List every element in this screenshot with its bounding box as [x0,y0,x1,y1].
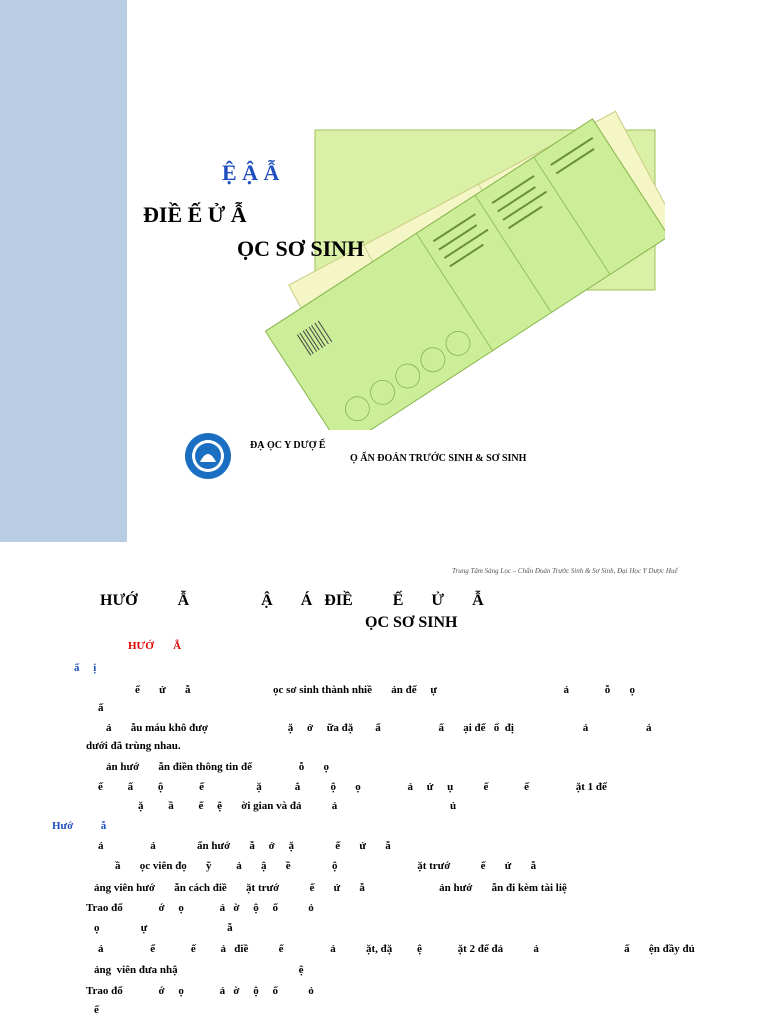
doc-heading-line2: ỌC SƠ SINH [365,614,458,631]
body-line: ảng viên đưa nhậ ệ [94,964,304,976]
body-line: ế ử ẫ ọc sơ sinh thành nhiề ản để ự ả ỗ ọ [135,684,635,696]
org-line2: Ọ ẨN ĐOÁN TRƯỚC SINH & SƠ SINH [350,453,527,464]
cover-title-line3: ỌC SƠ SINH [237,236,365,261]
org-line1: ĐẠ ỌC Y DƯỢ Ế [250,440,326,451]
section-label-2: Hướ ẫ [52,820,107,832]
body-line: dưới đã trùng nhau. [86,740,181,752]
body-line: Trao đổ ớ ọ ả ờ ộ ố ỏ [86,985,314,997]
red-section-label: HƯỚ Ẫ [128,640,182,652]
page-header-note: Trung Tâm Sàng Lọc – Chẩn Đoán Trước Sinh & Sơ Sinh, Đại Học Y Dược Huế [452,567,678,575]
cover-title-line1: Ệ Ậ Ẫ [222,160,280,185]
university-logo-icon [184,432,232,480]
section-label-1: ấ ị [74,662,97,674]
cover-sidebar-band [0,0,127,542]
body-line: ọ ự ẫ [94,922,233,934]
body-line: ấ [98,702,104,714]
body-line: Trao đổ ớ ọ ả ờ ộ ố ỏ [86,902,314,914]
body-line: ế [94,1004,99,1016]
body-line: ảng viên hướ ẫn cách điề ặt trướ ế ử ẫ ản hướ ẫn đi kèm tài liệ [94,882,567,894]
body-line: ế ấ ộ ế ặ ắ ộ ọ ả ử ụ ế ế ặt 1 để [98,781,607,793]
body-line: ản hướ ẫn điền thông tin để ỗ ọ [106,761,329,773]
body-line: ả ẫu máu khô đượ ặ ở ữa đặ ấ ấ ại để ố đị ả ả [106,722,652,734]
body-line: ầ ọc viên đọ ỹ ả ậ ề ộ ặt trướ ế ử ẫ [115,860,537,872]
body-line: ả ả ẩn hướ ẫ ở ặ ế ử ẫ [98,840,391,852]
cover-title-line2: ĐIỀ Ế Ử Ẫ [143,202,247,227]
body-line: ặ ầ ế ệ ời gian và đả ả ủ [138,800,457,812]
doc-heading-line1: HƯỚ Ẫ Ậ Á ĐIỀ Ế Ử Ẫ [100,592,484,609]
body-line: ả ể ế ả điề ế ả ặt, đặ ệ ặt 2 để đả ả ấ ện đầy đủ [98,943,695,955]
